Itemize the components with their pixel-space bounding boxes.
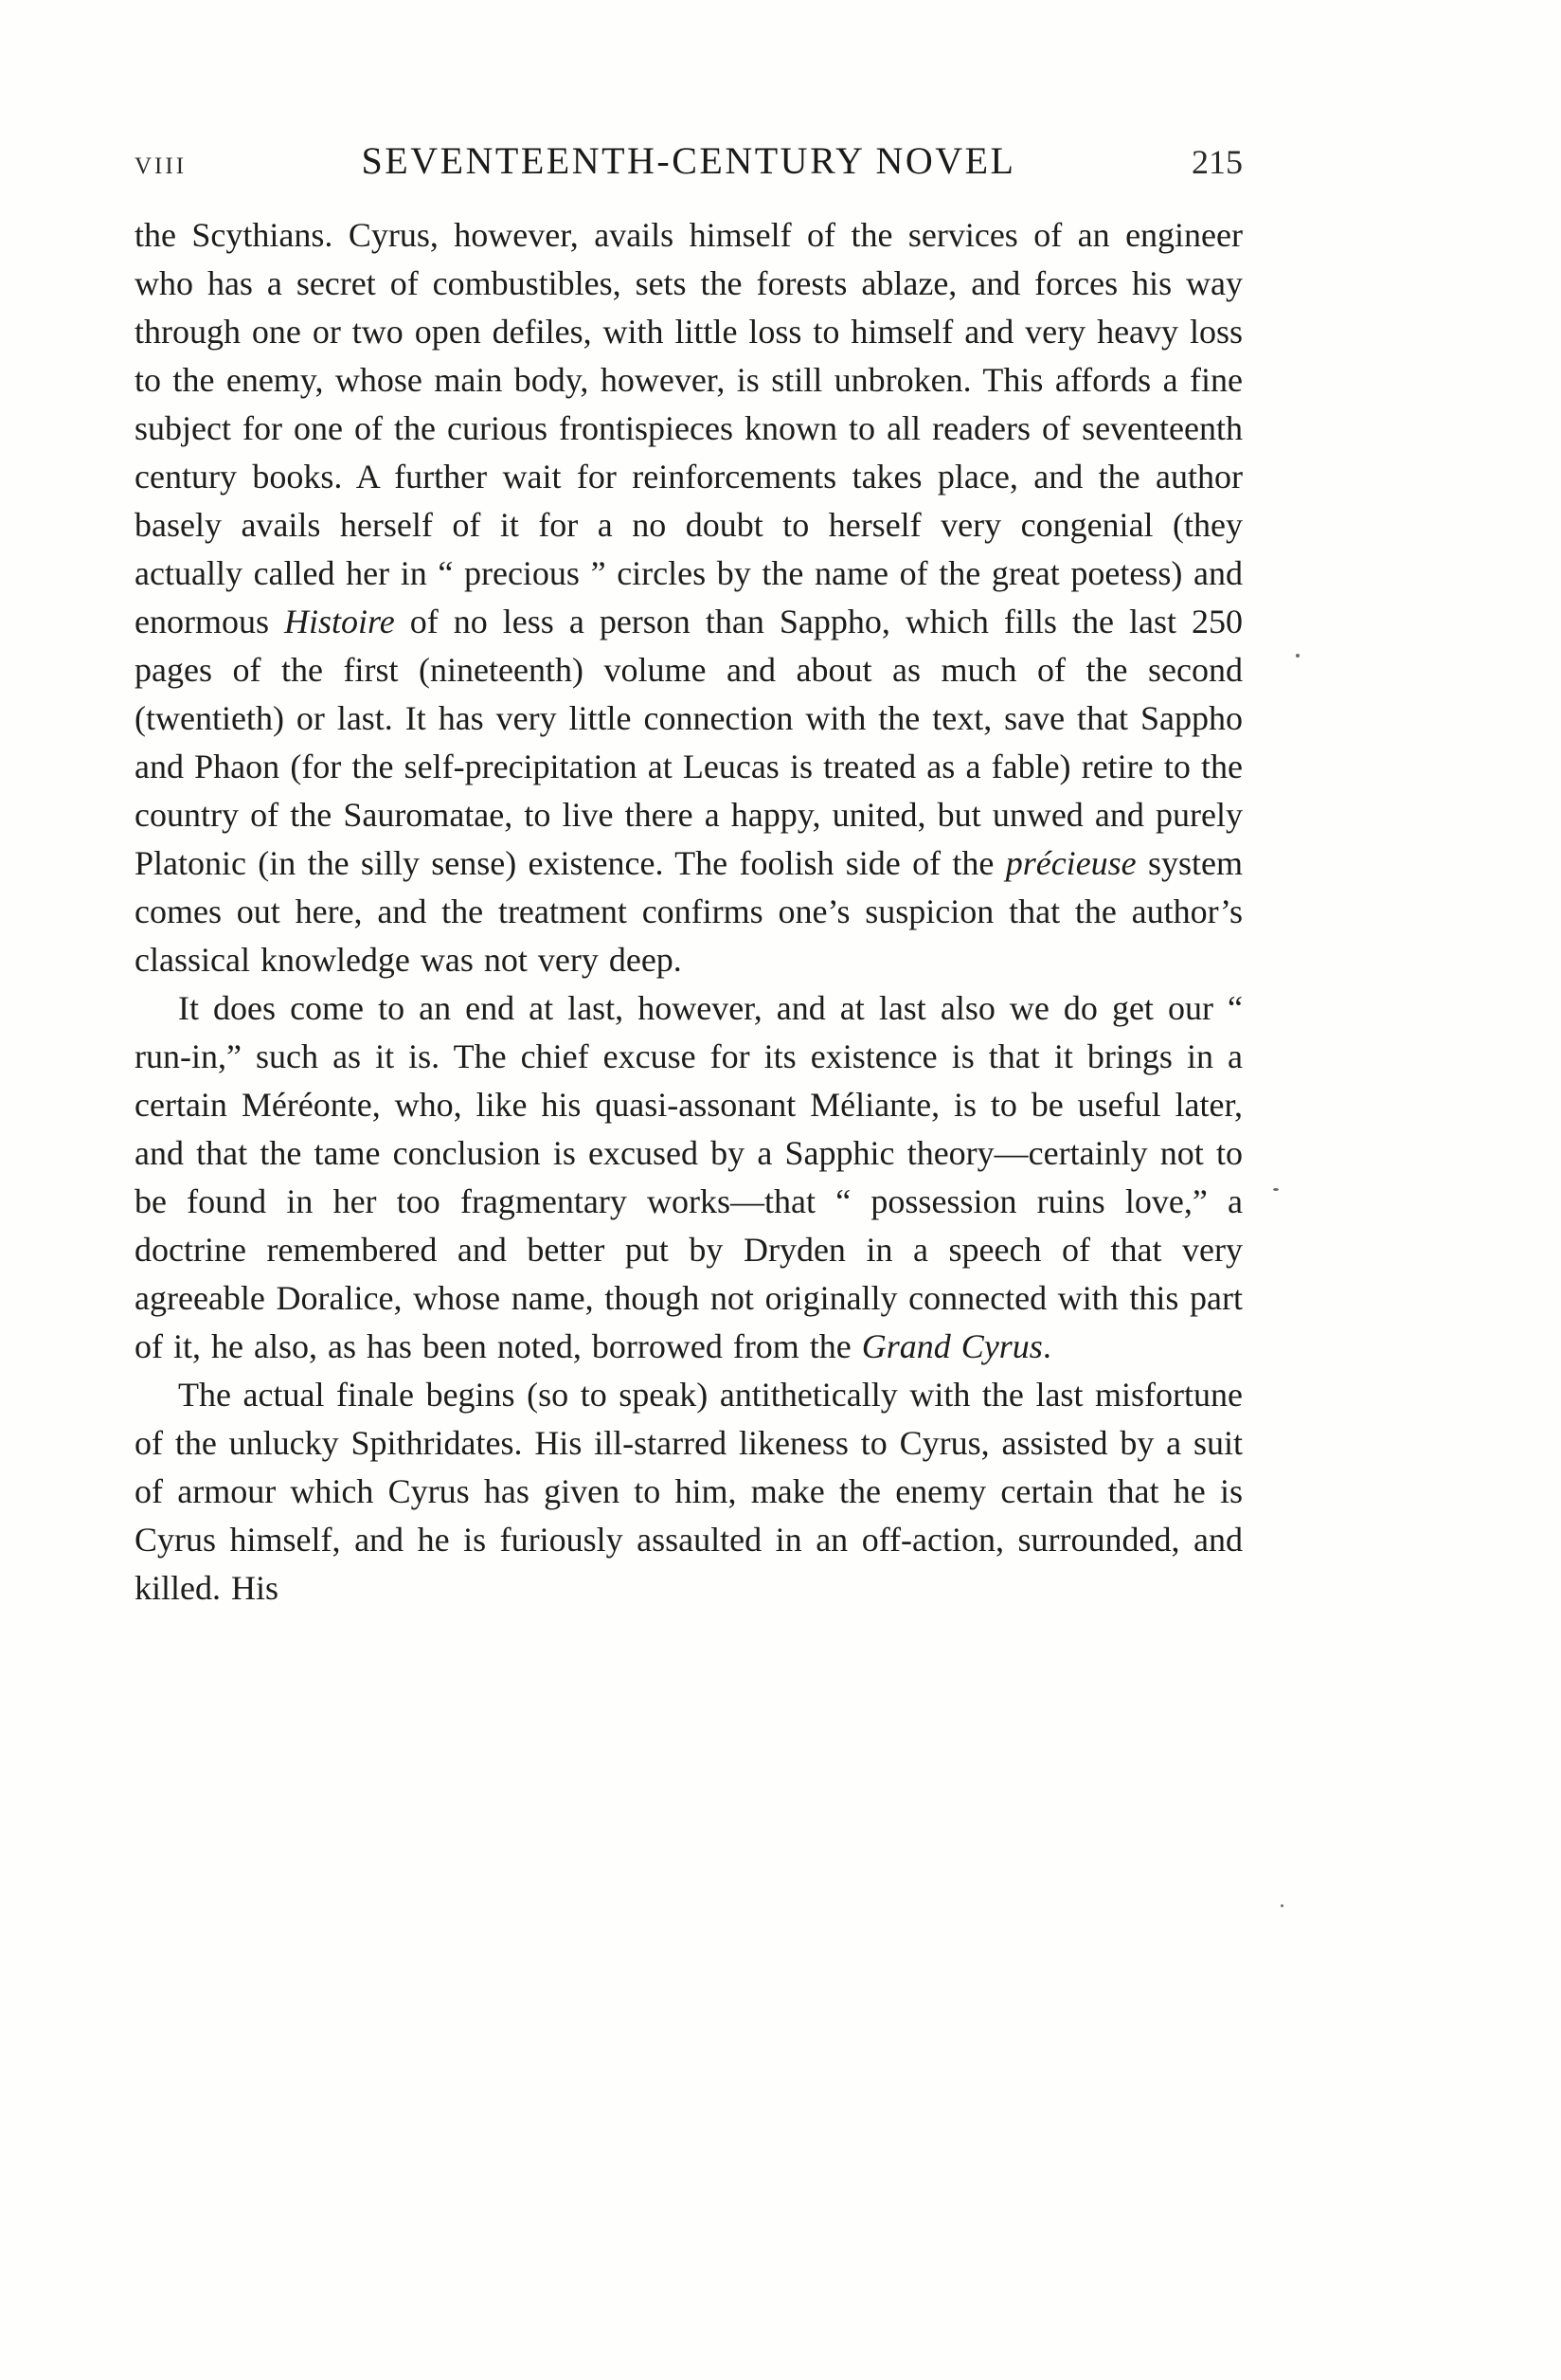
italic-text: précieuse — [1005, 844, 1137, 882]
chapter-number: VIII — [135, 153, 188, 179]
page-title: SEVENTEENTH-CENTURY NOVEL — [361, 139, 1016, 182]
text-column — [135, 138, 1243, 1613]
scan-speck — [1273, 1188, 1279, 1191]
paragraph — [135, 984, 1243, 1371]
text-run: . — [1042, 1327, 1051, 1365]
scan-speck — [1281, 1904, 1283, 1907]
scan-speck — [1296, 654, 1300, 658]
text-run: It does come to an end at last, however, and at last also we do get our “ run-in,” such as it is. The chief excuse for its existence is that it brings in a certain Méréonte, who, like his quasi-assonant Méliante, is to be useful later, and that the tame conclusion is excused by a Sapphic theory—certainly not to be found in her too fragmentary works—that “ possession ruins love,” a doctrine remembered and better put by Dryden in a speech of that very agreeable Doralice, whose name, though not originally connected with this part of it, he also, as has been noted, borrowed from the — [135, 989, 1243, 1365]
body-text — [135, 211, 1243, 1613]
text-run: of no less a person than Sappho, which fills the last 250 pages of the first (nineteenth) volume and about as much of the second (twentieth) or last. It has very little connection with the text, save that Sappho and Phaon (for the self-precipitation at Leucas is treated as a fable) retire to the country of the Sauromatae, to live there a happy, united, but unwed and purely Platonic (in the silly sense) existence. The foolish side of the — [135, 603, 1243, 882]
text-run: The actual finale begins (so to speak) antithetically with the last misfortune of the unlucky Spithridates. His ill-starred likeness to Cyrus, assisted by a suit of armour which Cyrus has given to him, make the enemy certain that he is Cyrus himself, and he is furiously assaulted in an off-action, surrounded, and killed. His — [135, 1376, 1243, 1607]
running-head — [135, 138, 1243, 183]
italic-text: Grand Cyrus — [861, 1327, 1043, 1365]
paragraph — [135, 1371, 1243, 1613]
italic-text: Histoire — [284, 603, 395, 640]
text-run: system comes out here, and the treatment confirms one’s suspicion that the author’s classical knowledge was not very deep. — [135, 844, 1243, 979]
text-run: the Scythians. Cyrus, however, avails himself of the services of an engineer who has a secret of combustibles, sets the forests ablaze, and forces his way through one or two open defiles, with little loss to himself and very heavy loss to the enemy, whose main body, however, is still unbroken. This affords a fine subject for one of the curious frontispieces known to all readers of seventeenth century books. A further wait for reinforcements takes place, and the author basely avails herself of it for a no doubt to herself very congenial (they actually called her in “ precious ” circles by the name of the great poetess) and enormous — [135, 216, 1243, 640]
page-number: 215 — [1192, 143, 1243, 181]
paragraph — [135, 211, 1243, 984]
